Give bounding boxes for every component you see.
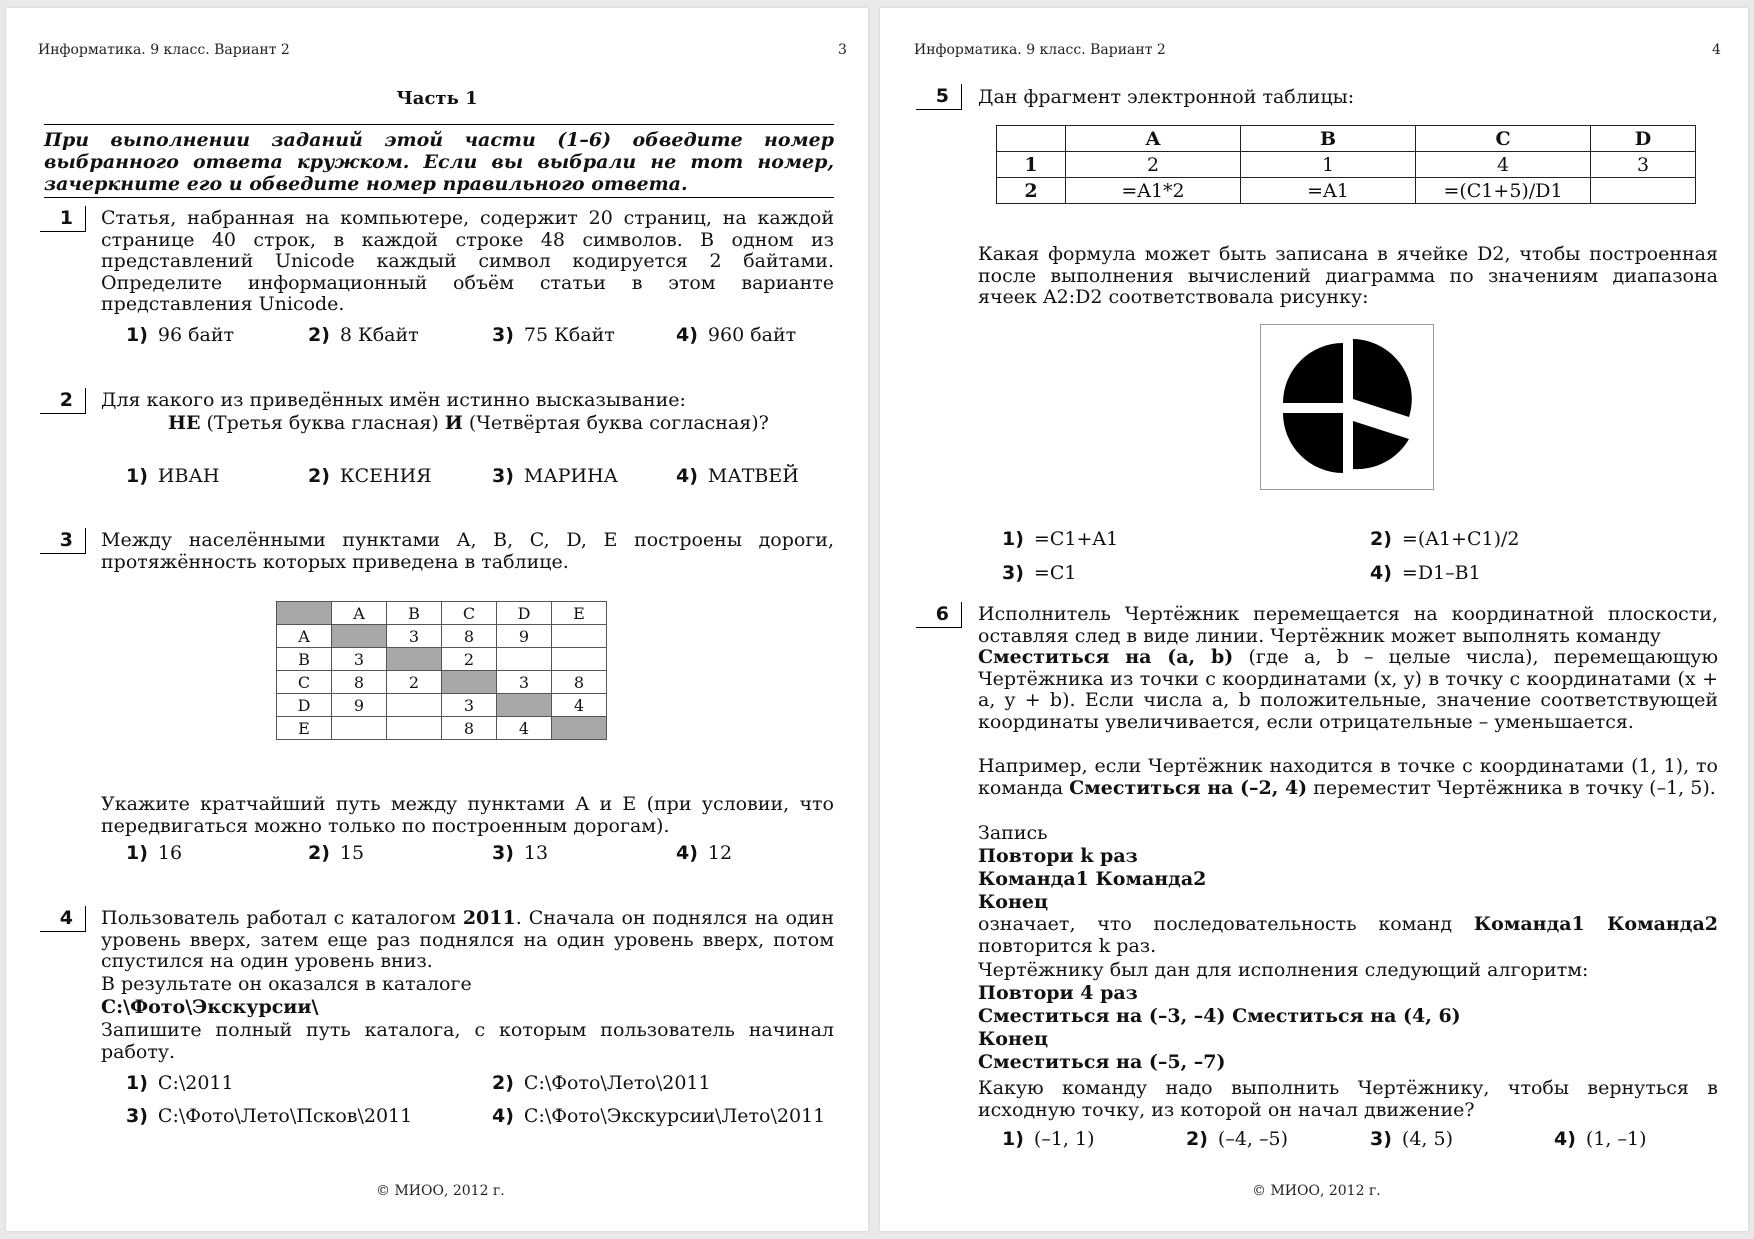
table-cell: =A1*2 bbox=[1066, 178, 1241, 204]
page-footer: © МИОО, 2012 г. bbox=[1252, 1183, 1381, 1199]
table-cell bbox=[497, 648, 552, 671]
question-2-text: Для какого из приведённых имён истинно высказывание: bbox=[101, 389, 686, 411]
table-cell bbox=[387, 694, 442, 717]
option-number: 1) bbox=[1002, 528, 1024, 550]
table-header-cell: A bbox=[332, 602, 387, 625]
q4-option-2[interactable] bbox=[492, 1072, 711, 1094]
table-cell: =A1 bbox=[1241, 178, 1416, 204]
question-6-prompt: Какую команду надо выполнить Чертёжнику, чтобы вернуться в исходную точку, из которой он начал движение? bbox=[978, 1077, 1718, 1121]
page-header: Информатика. 9 класс. Вариант 2 bbox=[914, 42, 1166, 58]
option-number: 3) bbox=[492, 324, 514, 346]
page-header: Информатика. 9 класс. Вариант 2 bbox=[38, 42, 290, 58]
option-number: 4) bbox=[492, 1105, 514, 1127]
option-text: ИВАН bbox=[157, 465, 220, 487]
question-1-text: Статья, набранная на компьютере, содержит 20 страниц, на каждой странице 40 строк, в каждой строке 48 символов. В одном из представлений Unicode каждый символ кодируется 2 байтами. Определите информационный объём статьи в этом варианте представления Unicode. bbox=[101, 207, 834, 315]
left-page bbox=[6, 8, 868, 1231]
algorithm-line-3: Конец bbox=[978, 1028, 1048, 1050]
option-text: 75 Кбайт bbox=[523, 324, 615, 346]
table-cell: 3 bbox=[332, 648, 387, 671]
question-number-1: 1 bbox=[40, 206, 86, 232]
table-cell: 3 bbox=[497, 671, 552, 694]
q1-option-4[interactable] bbox=[676, 324, 796, 346]
table-row bbox=[277, 671, 607, 694]
question-3-prompt: Укажите кратчайший путь между пунктами A и E (при условии, что передвигаться можно только по построенным дорогам). bbox=[101, 793, 834, 837]
option-number: 2) bbox=[492, 1072, 514, 1094]
and-operator: И bbox=[444, 412, 463, 434]
table-cell: =(C1+5)/D1 bbox=[1416, 178, 1591, 204]
q4-option-4[interactable] bbox=[492, 1105, 825, 1127]
question-6-text bbox=[978, 604, 1718, 733]
table-header-cell: B bbox=[387, 602, 442, 625]
table-header-row bbox=[997, 126, 1696, 152]
table-cell bbox=[332, 717, 387, 740]
table-row bbox=[277, 625, 607, 648]
q5-option-2[interactable] bbox=[1370, 528, 1520, 550]
row-label: B bbox=[277, 648, 332, 671]
means-text bbox=[978, 914, 1718, 957]
column-header: A bbox=[1066, 126, 1241, 152]
table-cell bbox=[332, 625, 387, 648]
option-text: 96 байт bbox=[157, 324, 235, 346]
option-text: 960 байт bbox=[707, 324, 797, 346]
statement-part-1: (Третья буква гласная) bbox=[200, 412, 445, 434]
algorithm-line-4: Сместиться на (–5, –7) bbox=[978, 1051, 1226, 1073]
option-number: 4) bbox=[676, 324, 698, 346]
question-4-path: С:\Фото\Экскурсии\ bbox=[101, 996, 319, 1018]
option-number: 4) bbox=[1370, 562, 1392, 584]
table-row bbox=[277, 648, 607, 671]
question-number-3: 3 bbox=[40, 528, 86, 554]
q6-option-3[interactable] bbox=[1370, 1128, 1453, 1150]
option-text: С:\Фото\Лето\Псков\2011 bbox=[157, 1105, 413, 1127]
q5-option-4[interactable] bbox=[1370, 562, 1481, 584]
q4-option-3[interactable] bbox=[126, 1105, 412, 1127]
table-cell bbox=[387, 648, 442, 671]
table-cell: 9 bbox=[332, 694, 387, 717]
command-name: Команда1 Команда2 bbox=[1473, 913, 1718, 935]
table-row bbox=[997, 152, 1696, 178]
option-number: 4) bbox=[676, 842, 698, 864]
option-number: 3) bbox=[492, 842, 514, 864]
option-number: 1) bbox=[126, 324, 148, 346]
option-number: 3) bbox=[492, 465, 514, 487]
q2-option-2[interactable] bbox=[308, 465, 432, 487]
q3-option-2[interactable] bbox=[308, 842, 364, 864]
table-cell: 2 bbox=[442, 648, 497, 671]
column-header: B bbox=[1241, 126, 1416, 152]
q3-option-4[interactable] bbox=[676, 842, 732, 864]
table-cell: 8 bbox=[442, 717, 497, 740]
option-number: 1) bbox=[1002, 1128, 1024, 1150]
option-number: 2) bbox=[1186, 1128, 1208, 1150]
instruction: При выполнении заданий этой части (1–6) обведите номер выбранного ответа кружком. Если вы выбрали не тот номер, зачеркните его и обведите номер правильного ответа. bbox=[44, 124, 834, 198]
table-cell: 8 bbox=[552, 671, 607, 694]
given-text: Чертёжнику был дан для исполнения следующий алгоритм: bbox=[978, 959, 1589, 981]
option-text: (1, –1) bbox=[1585, 1128, 1647, 1150]
table-cell bbox=[497, 694, 552, 717]
option-number: 1) bbox=[126, 465, 148, 487]
table-cell bbox=[552, 625, 607, 648]
option-text: =C1+A1 bbox=[1033, 528, 1119, 550]
option-text: 15 bbox=[339, 842, 365, 864]
table-corner-cell bbox=[997, 126, 1066, 152]
column-header: D bbox=[1591, 126, 1696, 152]
page-number: 4 bbox=[1712, 42, 1721, 58]
q3-option-3[interactable] bbox=[492, 842, 548, 864]
table-cell: 8 bbox=[332, 671, 387, 694]
table-corner-cell bbox=[277, 602, 332, 625]
algorithm-line-1: Повтори 4 раз bbox=[978, 982, 1138, 1004]
option-number: 4) bbox=[1554, 1128, 1576, 1150]
question-number-4: 4 bbox=[40, 906, 86, 932]
option-number: 1) bbox=[126, 1072, 148, 1094]
table-header-cell: E bbox=[552, 602, 607, 625]
catalog-name: 2011 bbox=[462, 907, 516, 929]
table-cell: 3 bbox=[442, 694, 497, 717]
option-number: 3) bbox=[126, 1105, 148, 1127]
part-title: Часть 1 bbox=[396, 88, 478, 109]
option-text: (–4, –5) bbox=[1217, 1128, 1288, 1150]
q3-option-1[interactable] bbox=[126, 842, 182, 864]
command-name: Сместиться на (–2, 4) bbox=[1069, 776, 1308, 799]
option-text: =C1 bbox=[1033, 562, 1077, 584]
table-header-cell: D bbox=[497, 602, 552, 625]
option-text: (4, 5) bbox=[1401, 1128, 1453, 1150]
option-text: 12 bbox=[707, 842, 733, 864]
pie-slice-4 bbox=[1283, 413, 1343, 473]
table-row bbox=[277, 717, 607, 740]
not-operator: НЕ bbox=[168, 412, 201, 434]
question-2-statement bbox=[168, 413, 769, 435]
option-number: 3) bbox=[1002, 562, 1024, 584]
q4-option-1[interactable] bbox=[126, 1072, 234, 1094]
q2-option-3[interactable] bbox=[492, 465, 618, 487]
option-text: КСЕНИЯ bbox=[339, 465, 432, 487]
option-text: МАРИНА bbox=[523, 465, 619, 487]
question-5-text: Дан фрагмент электронной таблицы: bbox=[978, 86, 1355, 108]
option-number: 2) bbox=[308, 324, 330, 346]
option-number: 4) bbox=[676, 465, 698, 487]
question-4-result: В результате он оказался в каталоге bbox=[101, 973, 472, 995]
table-cell: 4 bbox=[552, 694, 607, 717]
q6-option-4[interactable] bbox=[1554, 1128, 1647, 1150]
row-label: C bbox=[277, 671, 332, 694]
table-cell bbox=[552, 717, 607, 740]
spreadsheet-table bbox=[996, 125, 1696, 204]
text-part: Пользователь работал с каталогом bbox=[101, 907, 463, 929]
option-text: 16 bbox=[157, 842, 183, 864]
text-part: означает, что последовательность команд bbox=[978, 913, 1474, 935]
option-text: С:\Фото\Лето\2011 bbox=[523, 1072, 711, 1094]
question-4-text bbox=[101, 908, 834, 973]
end-line: Конец bbox=[978, 891, 1048, 913]
question-6-example bbox=[978, 756, 1718, 799]
pie-chart-figure bbox=[1260, 324, 1434, 490]
option-text: МАТВЕЙ bbox=[707, 465, 799, 487]
table-cell: 2 bbox=[1066, 152, 1241, 178]
option-text: (–1, 1) bbox=[1033, 1128, 1095, 1150]
road-distance-table bbox=[276, 601, 607, 740]
table-cell: 4 bbox=[1416, 152, 1591, 178]
pie-slice-1 bbox=[1283, 343, 1343, 403]
table-row bbox=[997, 178, 1696, 204]
table-cell bbox=[552, 648, 607, 671]
command-name: Сместиться на (a, b) bbox=[978, 646, 1234, 668]
question-number-2: 2 bbox=[40, 388, 86, 414]
table-cell: 8 bbox=[442, 625, 497, 648]
question-number-6: 6 bbox=[916, 602, 962, 628]
text-part: . Сначала он поднялся на один уровень вверх, затем еще раз поднялся на один уровень вверх, потом спустился на один уровень вниз. bbox=[101, 907, 834, 972]
q5-option-3[interactable] bbox=[1002, 562, 1076, 584]
pie-slice-3 bbox=[1353, 421, 1409, 469]
option-number: 2) bbox=[1370, 528, 1392, 550]
text-part: Исполнитель Чертёжник перемещается на координатной плоскости, оставляя след в виде линии. Чертёжник может выполнять команду bbox=[978, 603, 1718, 647]
table-cell: 1 bbox=[1241, 152, 1416, 178]
table-cell: 3 bbox=[1591, 152, 1696, 178]
row-header: 1 bbox=[997, 152, 1066, 178]
option-text: С:\2011 bbox=[157, 1072, 234, 1094]
table-cell bbox=[387, 717, 442, 740]
option-text: =(A1+C1)/2 bbox=[1401, 528, 1520, 550]
q1-option-3[interactable] bbox=[492, 324, 615, 346]
option-number: 1) bbox=[126, 842, 148, 864]
row-label: D bbox=[277, 694, 332, 717]
statement-part-2: (Четвёртая буква согласная)? bbox=[462, 412, 769, 434]
pie-slice-2 bbox=[1353, 339, 1412, 417]
column-header: C bbox=[1416, 126, 1591, 152]
pie-chart bbox=[1261, 325, 1433, 489]
text-part: (где a, b – целые числа), перемещающую Чертёжника из точки с координатами (x, y) в точку с координатами (x + a, y + b). Если числа a, b положительные, значение соответствующей координаты увеличивается, если отрицательные – уменьшается. bbox=[978, 646, 1718, 733]
q1-option-1[interactable] bbox=[126, 324, 234, 346]
option-text: 8 Кбайт bbox=[339, 324, 419, 346]
table-header-row bbox=[277, 602, 607, 625]
table-cell: 9 bbox=[497, 625, 552, 648]
option-text: =D1–B1 bbox=[1401, 562, 1481, 584]
question-4-prompt: Запишите полный путь каталога, с которым пользователь начинал работу. bbox=[101, 1019, 834, 1063]
table-header-cell: C bbox=[442, 602, 497, 625]
text-part: Например, если Чертёжник находится в точке с координатами (1, 1), то команда bbox=[978, 755, 1718, 799]
page-footer: © МИОО, 2012 г. bbox=[376, 1183, 505, 1199]
option-number: 2) bbox=[308, 465, 330, 487]
table-cell: 2 bbox=[387, 671, 442, 694]
option-text: С:\Фото\Экскурсии\Лето\2011 bbox=[523, 1105, 826, 1127]
table-cell: 4 bbox=[497, 717, 552, 740]
q6-option-2[interactable] bbox=[1186, 1128, 1288, 1150]
algorithm-line-2: Сместиться на (–3, –4) Сместиться на (4, 6) bbox=[978, 1005, 1461, 1027]
row-label: E bbox=[277, 717, 332, 740]
option-number: 2) bbox=[308, 842, 330, 864]
q6-option-1[interactable] bbox=[1002, 1128, 1095, 1150]
repeat-line: Повтори k раз bbox=[978, 845, 1138, 867]
q1-option-2[interactable] bbox=[308, 324, 419, 346]
q5-option-1[interactable] bbox=[1002, 528, 1118, 550]
commands-line: Команда1 Команда2 bbox=[978, 868, 1207, 890]
table-cell bbox=[1591, 178, 1696, 204]
option-number: 3) bbox=[1370, 1128, 1392, 1150]
question-3-text: Между населёнными пунктами A, B, C, D, E построены дороги, протяжённость которых приведена в таблице. bbox=[101, 529, 834, 573]
question-number-5: 5 bbox=[916, 84, 962, 110]
q2-option-4[interactable] bbox=[676, 465, 799, 487]
option-text: 13 bbox=[523, 842, 549, 864]
text-part: повторится k раз. bbox=[978, 934, 1157, 957]
table-row bbox=[277, 694, 607, 717]
q2-option-1[interactable] bbox=[126, 465, 219, 487]
table-cell: 3 bbox=[387, 625, 442, 648]
record-label: Запись bbox=[978, 822, 1048, 844]
page-number: 3 bbox=[838, 42, 847, 58]
question-5-prompt: Какая формула может быть записана в ячейке D2, чтобы построенная после выполнения вычислений диаграмма по значениям диапазона ячеек A2:D2 соответствовала рисунку: bbox=[978, 243, 1718, 308]
table-cell bbox=[442, 671, 497, 694]
right-page bbox=[880, 8, 1748, 1231]
row-label: A bbox=[277, 625, 332, 648]
row-header: 2 bbox=[997, 178, 1066, 204]
text-part: переместит Чертёжника в точку (–1, 5). bbox=[1307, 776, 1716, 799]
